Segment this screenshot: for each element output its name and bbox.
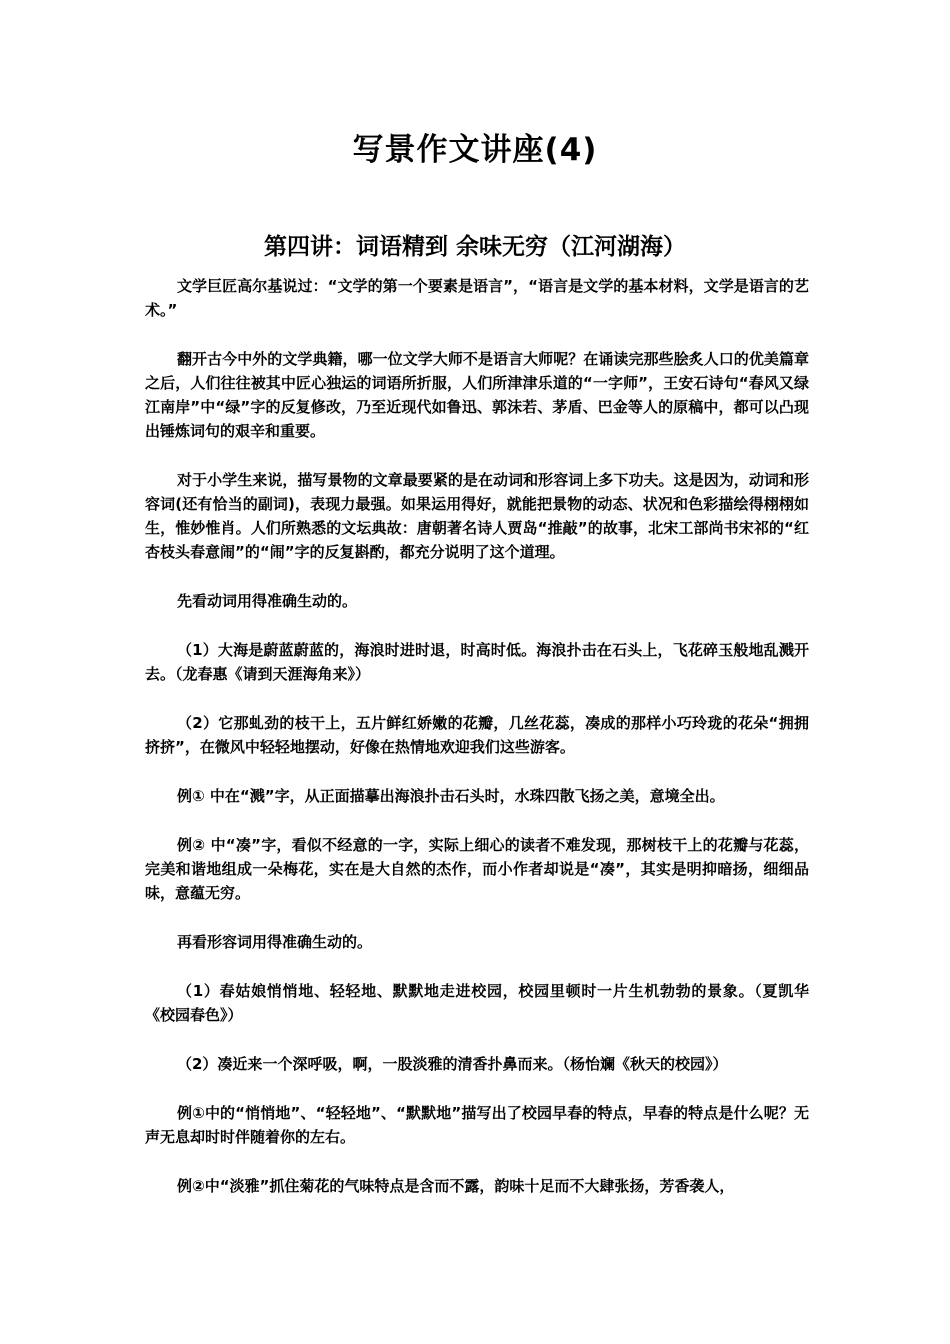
- paragraph-adjective-analysis-1: 例①中的“悄悄地”、“轻轻地”、“默默地”描写出了校园早春的特点，早春的特点是什么呢？无声无息却时时伴随着你的左右。: [145, 1104, 809, 1146]
- paragraph-verb-analysis-1: 例① 中在“溅”字，从正面描摹出海浪扑击石头时，水珠四散飞扬之美，意境全出。: [177, 787, 725, 805]
- paragraph-verbs-adjectives: 对于小学生来说，描写景物的文章最要紧的是在动词和形容词上多下功夫。这是因为，动词和形容词(还有恰当的副词)，表现力最强。如果运用得好，就能把景物的动态、状况和色彩描绘得栩栩如生，惟妙惟肖。人们所熟悉的文坛典故：唐朝著名诗人贾岛“推敲”的故事，北宋工部尚书宋祁的“红杏枝头春意闹”的“闹”字的反复斟酌，都充分说明了这个道理。: [145, 471, 809, 561]
- document-body: [145, 274, 809, 1223]
- paragraph-verb-example-1: （1）大海是蔚蓝蔚蓝的，海浪时进时退，时高时低。海浪扑击在石头上，飞花碎玉般地乱溅开去。（龙春惠《请到天涯海角来》）: [145, 641, 809, 683]
- document-title: 写景作文讲座(4): [352, 132, 598, 168]
- lecture-title: 第四讲：词语精到 余味无穷（江河湖海）: [263, 234, 686, 260]
- paragraph-adjective-analysis-2: 例②中“淡雅”抓住菊花的气味特点是含而不露，韵味十足而不大肆张扬，芳香袭人，: [177, 1177, 735, 1195]
- paragraph-adjectives-intro: 再看形容词用得准确生动的。: [177, 933, 373, 951]
- paragraph-literary-classics: 翻开古今中外的文学典籍，哪一位文学大师不是语言大师呢？在诵读完那些脍炙人口的优美篇章之后，人们往往被其中匠心独运的词语所折服，人们所津津乐道的“一字师”，王安石诗句“春风又绿江南岸”中“绿”字的反复修改，乃至近现代如鲁迅、郭沫若、茅盾、巴金等人的原稿中，都可以凸现出锤炼词句的艰辛和重要。: [145, 350, 809, 440]
- paragraph-quote-gorky: 文学巨匠高尔基说过：“文学的第一个要素是语言”，“语言是文学的基本材料，文学是语言的艺术。”: [145, 277, 809, 319]
- paragraph-adjective-example-1: （1）春姑娘悄悄地、轻轻地、默默地走进校园，校园里顿时一片生机勃勃的景象。（夏凯华《校园春色》）: [145, 982, 809, 1024]
- paragraph-verb-analysis-2: 例② 中“凑”字，看似不经意的一字，实际上细心的读者不难发现，那树枝干上的花瓣与花蕊，完美和谐地组成一朵梅花，实在是大自然的杰作，而小作者却说是“凑”，其实是明抑暗扬，细细品味，意蕴无穷。: [145, 836, 809, 902]
- paragraph-verbs-intro: 先看动词用得准确生动的。: [177, 592, 358, 610]
- paragraph-adjective-example-2: （2）凑近来一个深呼吸，啊，一股淡雅的清香扑鼻而来。（杨怡斓《秋天的校园》）: [177, 1055, 728, 1073]
- paragraph-verb-example-2: （2）它那虬劲的枝干上，五片鲜红娇嫩的花瓣，几丝花蕊，凑成的那样小巧玲珑的花朵“拥拥挤挤”，在微风中轻轻地摆动，好像在热情地欢迎我们这些游客。: [145, 714, 809, 756]
